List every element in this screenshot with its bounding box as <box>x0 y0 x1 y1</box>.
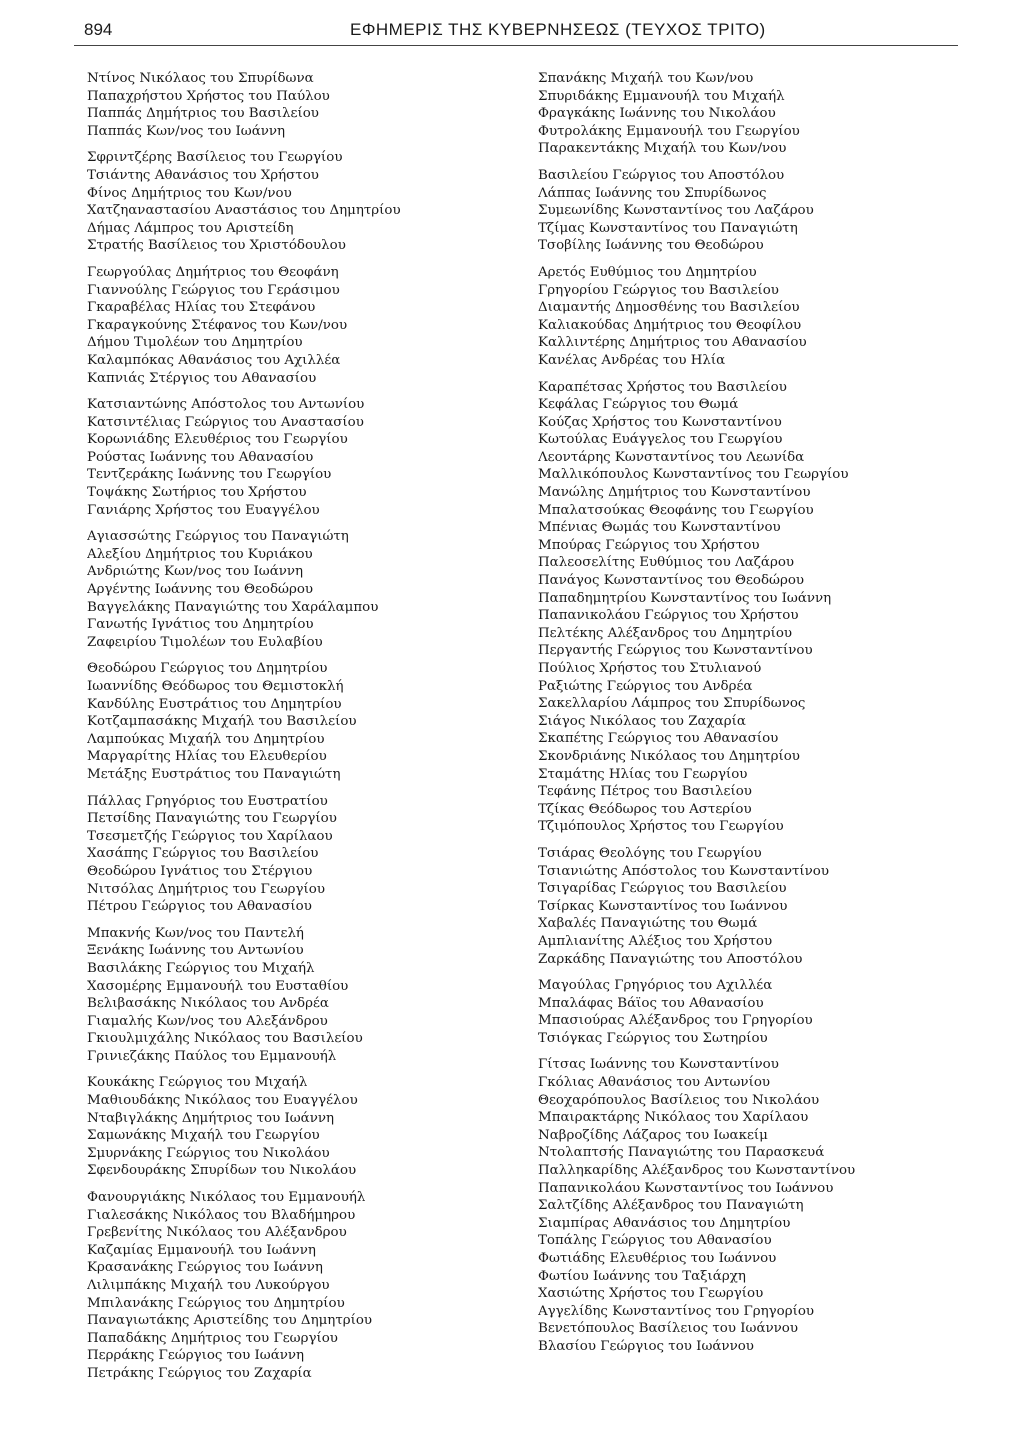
name-entry: Αγιασσώτης Γεώργιος του Παναγιώτη <box>87 529 349 545</box>
name-entry: Τσιάρας Θεολόγης του Γεωργίου <box>538 845 762 861</box>
name-entry: Αρετός Ευθύμιος του Δημητρίου <box>538 264 757 280</box>
name-entry: Γεωργούλας Δημήτριος του Θεοφάνη <box>87 264 339 280</box>
name-entry: Καζαμίας Εμμανουήλ του Ιωάννη <box>87 1242 316 1258</box>
name-entry: Μπαιρακτάρης Νικόλαος του Χαρίλαου <box>538 1110 809 1126</box>
name-entry: Μαλλικόπουλος Κωνσταντίνος του Γεωργίου <box>538 467 849 483</box>
name-entry: Θεοδώρου Ιγνάτιος του Στέργιου <box>87 863 313 879</box>
name-entry: Σιαμπίρας Αθανάσιος του Δημητρίου <box>538 1215 791 1231</box>
name-entry: Βαγγελάκης Παναγιώτης του Χαράλαμπου <box>87 599 379 615</box>
name-entry: Γανιάρης Χρήστος του Ευαγγέλου <box>87 502 320 518</box>
name-entry: Ξενάκης Ιωάννης του Αντωνίου <box>87 943 304 959</box>
name-entry: Φραγκάκης Ιωάννης του Νικολάου <box>538 106 776 122</box>
name-entry: Παππάς Κων/νος του Ιωάννη <box>87 123 286 139</box>
name-entry: Στρατής Βασίλειος του Χριστόδουλου <box>87 238 346 254</box>
name-entry: Πάλλας Γρηγόριος του Ευστρατίου <box>87 793 328 809</box>
name-entry: Λάππας Ιωάννης του Σπυρίδωνος <box>538 185 767 201</box>
name-entry: Πελτέκης Αλέξανδρος του Δημητρίου <box>538 625 793 641</box>
name-entry: Καραπέτσας Χρήστος του Βασιλείου <box>538 379 787 395</box>
name-entry: Ρούστας Ιωάννης του Αθανασίου <box>87 449 314 465</box>
name-entry: Σαλτζίδης Αλέξανδρος του Παναγιώτη <box>538 1198 804 1214</box>
name-entry: Τζιμόπουλος Χρήστος του Γεωργίου <box>538 819 784 835</box>
name-entry: Χασιώτης Χρήστος του Γεωργίου <box>538 1286 764 1302</box>
name-entry: Σιάγος Νικόλαος του Ζαχαρία <box>538 713 746 729</box>
name-entry: Χαβαλές Παναγιώτης του Θωμά <box>538 916 758 932</box>
name-entry: Νταβιγλάκης Δημήτριος του Ιωάννη <box>87 1110 335 1126</box>
name-entry: Φανουργιάκης Νικόλαος του Εμμανουήλ <box>87 1190 366 1206</box>
name-group <box>538 167 978 255</box>
name-entry: Γρινιεζάκης Παύλος του Εμμανουήλ <box>87 1048 337 1064</box>
name-entry: Βασιλείου Γεώργιος του Αποστόλου <box>538 167 785 183</box>
name-entry: Λεοντάρης Κωνσταντίνος του Λεωνίδα <box>538 449 805 465</box>
left-name-column <box>87 70 527 1392</box>
name-entry: Χατζηαναστασίου Αναστάσιος του Δημητρίου <box>87 203 401 219</box>
name-entry: Βλασίου Γεώργιος του Ιωάννου <box>538 1338 754 1354</box>
name-entry: Πανάγος Κωνσταντίνος του Θεοδώρου <box>538 573 805 589</box>
name-entry: Σακελλαρίου Λάμπρος του Σπυρίδωνος <box>538 696 806 712</box>
name-entry: Σπυριδάκης Εμμανουήλ του Μιχαήλ <box>538 88 785 104</box>
name-entry: Καλλιντέρης Δημήτριος του Αθανασίου <box>538 335 807 351</box>
name-entry: Γκόλιας Αθανάσιος του Αντωνίου <box>538 1075 771 1091</box>
name-group <box>538 264 978 370</box>
name-entry: Δήμου Τιμολέων του Δημητρίου <box>87 335 303 351</box>
name-entry: Τεφάνης Πέτρος του Βασιλείου <box>538 784 752 800</box>
name-entry: Γανωτής Ιγνάτιος του Δημητρίου <box>87 617 314 633</box>
right-name-column <box>538 70 978 1365</box>
name-entry: Παρακεντάκης Μιχαήλ του Κων/νου <box>538 141 787 157</box>
name-entry: Βελιβασάκης Νικόλαος του Ανδρέα <box>87 996 329 1012</box>
name-group <box>538 379 978 836</box>
name-entry: Τσιγαρίδας Γεώργιος του Βασιλείου <box>538 881 787 897</box>
name-entry: Γκαραβέλας Ηλίας του Στεφάνου <box>87 300 316 316</box>
name-entry: Σκονδριάνης Νικόλαος του Δημητρίου <box>538 748 800 764</box>
name-entry: Ανδριώτης Κων/νος του Ιωάννη <box>87 564 304 580</box>
name-entry: Κοτζαμπασάκης Μιχαήλ του Βασιλείου <box>87 714 357 730</box>
name-entry: Γρεβενίτης Νικόλαος του Αλέξανδρου <box>87 1225 347 1241</box>
name-entry: Ντίνος Νικόλαος του Σπυρίδωνα <box>87 71 314 86</box>
name-entry: Τοπάλης Γεώργιος του Αθανασίου <box>538 1233 772 1249</box>
name-entry: Κεφάλας Γεώργιος του Θωμά <box>538 397 739 413</box>
name-entry: Παλεοσελίτης Ευθύμιος του Λαζάρου <box>538 555 795 571</box>
name-entry: Σφενδουράκης Σπυρίδων του Νικολάου <box>87 1163 357 1179</box>
name-entry: Πετσίδης Παναγιώτης του Γεωργίου <box>87 811 337 827</box>
name-entry: Καλαμπόκας Αθανάσιος του Αχιλλέα <box>87 352 341 368</box>
name-entry: Μανώλης Δημήτριος του Κωνσταντίνου <box>538 485 811 501</box>
name-entry: Δήμας Λάμπρος του Αριστείδη <box>87 220 294 236</box>
name-entry: Γίτσας Ιωάννης του Κωνσταντίνου <box>538 1057 779 1073</box>
name-entry: Σφριντζέρης Βασίλειος του Γεωργίου <box>87 150 343 166</box>
name-entry: Σπανάκης Μιχαήλ του Κων/νου <box>538 71 754 86</box>
name-entry: Κορωνιάδης Ελευθέριος του Γεωργίου <box>87 432 348 448</box>
name-entry: Τεντζεράκης Ιωάννης του Γεωργίου <box>87 467 332 483</box>
name-entry: Λαμπούκας Μιχαήλ του Δημητρίου <box>87 731 325 747</box>
name-entry: Παππάς Δημήτριος του Βασιλείου <box>87 106 319 122</box>
name-entry: Μπακνής Κων/νος του Παντελή <box>87 925 304 941</box>
name-entry: Κωτούλας Ευάγγελος του Γεωργίου <box>538 432 783 448</box>
name-entry: Παλληκαρίδης Αλέξανδρος του Κωνσταντίνου <box>538 1163 856 1179</box>
name-entry: Ιωαννίδης Θεόδωρος του Θεμιστοκλή <box>87 679 344 694</box>
name-group <box>87 528 527 651</box>
page-header <box>0 0 1024 48</box>
name-entry: Φυτρολάκης Εμμανουήλ του Γεωργίου <box>538 123 800 139</box>
name-entry: Πούλιος Χρήστος του Στυλιανού <box>538 661 762 676</box>
name-entry: Κούζας Χρήστος του Κωνσταντίνου <box>538 414 782 430</box>
name-entry: Παπαδημητρίου Κωνσταντίνος του Ιωάννη <box>538 590 832 606</box>
name-entry: Παπανικολάου Κωνσταντίνος του Ιωάννου <box>538 1180 834 1196</box>
name-entry: Λιλιμπάκης Μιχαήλ του Λυκούργου <box>87 1278 330 1293</box>
name-group <box>87 925 527 1066</box>
name-group <box>87 264 527 387</box>
name-entry: Θεοχαρόπουλος Βασίλειος του Νικολάου <box>538 1092 820 1108</box>
name-group <box>538 1056 978 1355</box>
name-entry: Γιαλεσάκης Νικόλαος του Βλαδήμηρου <box>87 1207 356 1223</box>
name-entry: Τσεσμετζής Γεώργιος του Χαρίλαου <box>87 828 333 844</box>
name-entry: Γκαραγκούνης Στέφανος του Κων/νου <box>87 317 348 333</box>
name-group <box>538 70 978 158</box>
name-entry: Θεοδώρου Γεώργιος του Δημητρίου <box>87 661 328 677</box>
name-entry: Μαργαρίτης Ηλίας του Ελευθερίου <box>87 749 327 765</box>
name-group <box>87 149 527 255</box>
name-entry: Φωτίου Ιωάννης του Ταξιάρχη <box>538 1268 746 1284</box>
name-entry: Αγγελίδης Κωνσταντίνος του Γρηγορίου <box>538 1303 815 1319</box>
name-entry: Μπούρας Γεώργιος του Χρήστου <box>538 537 760 553</box>
name-entry: Τοψάκης Σωτήριος του Χρήστου <box>87 485 307 501</box>
name-entry: Πετράκης Γεώργιος του Ζαχαρία <box>87 1365 312 1381</box>
name-entry: Ναβροζίδης Λάζαρος του Ιωακείμ <box>538 1127 768 1143</box>
name-entry: Κατσιαντώνης Απόστολος του Αντωνίου <box>87 397 365 413</box>
name-entry: Διαμαντής Δημοσθένης του Βασιλείου <box>538 300 800 316</box>
name-entry: Κατσιντέλιας Γεώργιος του Αναστασίου <box>87 414 364 430</box>
name-entry: Περγαντής Γεώργιος του Κωνσταντίνου <box>538 643 813 659</box>
name-entry: Τζίκας Θεόδωρος του Αστερίου <box>538 801 752 817</box>
journal-title: ΕΦΗΜΕΡΙΣ ΤΗΣ ΚΥΒΕΡΝΗΣΕΩΣ (ΤΕΥΧΟΣ ΤΡΙΤΟ) <box>350 20 766 39</box>
name-group <box>538 845 978 968</box>
name-entry: Σταμάτης Ηλίας του Γεωργίου <box>538 766 748 782</box>
name-group <box>87 1074 527 1180</box>
name-entry: Περράκης Γεώργιος του Ιωάννη <box>87 1348 305 1364</box>
name-entry: Παπαδάκης Δημήτριος του Γεωργίου <box>87 1330 338 1346</box>
name-entry: Σμυρνάκης Γεώργιος του Νικολάου <box>87 1145 330 1161</box>
header-rule <box>74 45 958 46</box>
name-entry: Τσοβίλης Ιωάννης του Θεοδώρου <box>538 238 764 254</box>
name-entry: Μπιλανάκης Γεώργιος του Δημητρίου <box>87 1295 345 1311</box>
name-entry: Τσιόγκας Γεώργιος του Σωτηρίου <box>538 1030 768 1046</box>
name-group <box>538 977 978 1047</box>
name-group <box>87 793 527 916</box>
name-entry: Σαμωνάκης Μιχαήλ του Γεωργίου <box>87 1128 320 1144</box>
name-entry: Συμεωνίδης Κωνσταντίνος του Λαζάρου <box>538 203 814 219</box>
name-entry: Μαγούλας Γρηγόριος του Αχιλλέα <box>538 978 773 994</box>
name-entry: Ραξιώτης Γεώργιος του Ανδρέα <box>538 678 753 694</box>
name-entry: Κρασανάκης Γεώργιος του Ιωάννη <box>87 1260 323 1276</box>
name-group <box>87 1189 527 1383</box>
name-entry: Χασάπης Γεώργιος του Βασιλείου <box>87 846 319 862</box>
name-entry: Φωτιάδης Ελευθέριος του Ιωάννου <box>538 1251 777 1266</box>
name-entry: Τσίρκας Κωνσταντίνος του Ιωάννου <box>538 898 788 914</box>
name-entry: Τσιάντης Αθανάσιος του Χρήστου <box>87 167 319 183</box>
name-entry: Μπαλάφας Βάϊος του Αθανασίου <box>538 995 764 1011</box>
name-group <box>87 660 527 783</box>
name-entry: Μαθιουδάκης Νικόλαος του Ευαγγέλου <box>87 1093 358 1109</box>
name-entry: Αλεξίου Δημήτριος του Κυριάκου <box>87 546 313 562</box>
name-entry: Μετάξης Ευστράτιος του Παναγιώτη <box>87 766 341 782</box>
name-entry: Ζαφειρίου Τιμολέων του Ευλαβίου <box>87 634 323 650</box>
name-entry: Ντολαπτσής Παναγιώτης του Παρασκευά <box>538 1145 825 1161</box>
name-entry: Μπαλατσούκας Θεοφάνης του Γεωργίου <box>538 502 814 518</box>
name-entry: Κανέλας Ανδρέας του Ηλία <box>538 352 726 368</box>
name-entry: Μπένιας Θωμάς του Κωνσταντίνου <box>538 520 781 536</box>
name-entry: Κανδύλης Ευστράτιος του Δημητρίου <box>87 696 342 712</box>
name-entry: Κουκάκης Γεώργιος του Μιχαήλ <box>87 1075 308 1091</box>
name-entry: Νιτσόλας Δημήτριος του Γεωργίου <box>87 881 325 897</box>
name-entry: Τσιανιώτης Απόστολος του Κωνσταντίνου <box>538 863 829 879</box>
name-entry: Γκιουλμιχάλης Νικόλαος του Βασιλείου <box>87 1031 363 1047</box>
name-entry: Πέτρου Γεώργιος του Αθανασίου <box>87 899 312 915</box>
name-entry: Βασιλάκης Γεώργιος του Μιχαήλ <box>87 960 315 976</box>
name-entry: Παναγιωτάκης Αριστείδης του Δημητρίου <box>87 1313 373 1329</box>
name-entry: Καπνιάς Στέργιος του Αθανασίου <box>87 370 317 386</box>
name-entry: Μπασιούρας Αλέξανδρος του Γρηγορίου <box>538 1013 813 1029</box>
name-entry: Ζαρκάδης Παναγιώτης του Αποστόλου <box>538 951 803 967</box>
name-entry: Καλιακούδας Δημήτριος του Θεοφίλου <box>538 317 802 333</box>
name-entry: Αμπλιανίτης Αλέξιος του Χρήστου <box>538 933 773 949</box>
name-entry: Φίνος Δημήτριος του Κων/νου <box>87 185 292 201</box>
page-number: 894 <box>84 20 113 39</box>
name-entry: Γρηγορίου Γεώργιος του Βασιλείου <box>538 282 779 298</box>
name-entry: Σκαπέτης Γεώργιος του Αθανασίου <box>538 731 779 747</box>
name-entry: Χασομέρης Εμμανουήλ του Ευσταθίου <box>87 978 349 994</box>
name-entry: Βενετόπουλος Βασίλειος του Ιωάννου <box>538 1321 798 1337</box>
name-entry: Αργέντης Ιωάννης του Θεοδώρου <box>87 582 314 598</box>
name-group <box>87 70 527 140</box>
name-group <box>87 396 527 519</box>
name-entry: Γιαννούλης Γεώργιος του Γεράσιμου <box>87 282 340 298</box>
name-entry: Γιαμαλής Κων/νος του Αλεξάνδρου <box>87 1013 328 1029</box>
name-entry: Παπαχρήστου Χρήστος του Παύλου <box>87 88 330 104</box>
name-entry: Τζίμας Κωνσταντίνος του Παναγιώτη <box>538 220 798 236</box>
name-entry: Παπανικολάου Γεώργιος του Χρήστου <box>538 608 799 624</box>
